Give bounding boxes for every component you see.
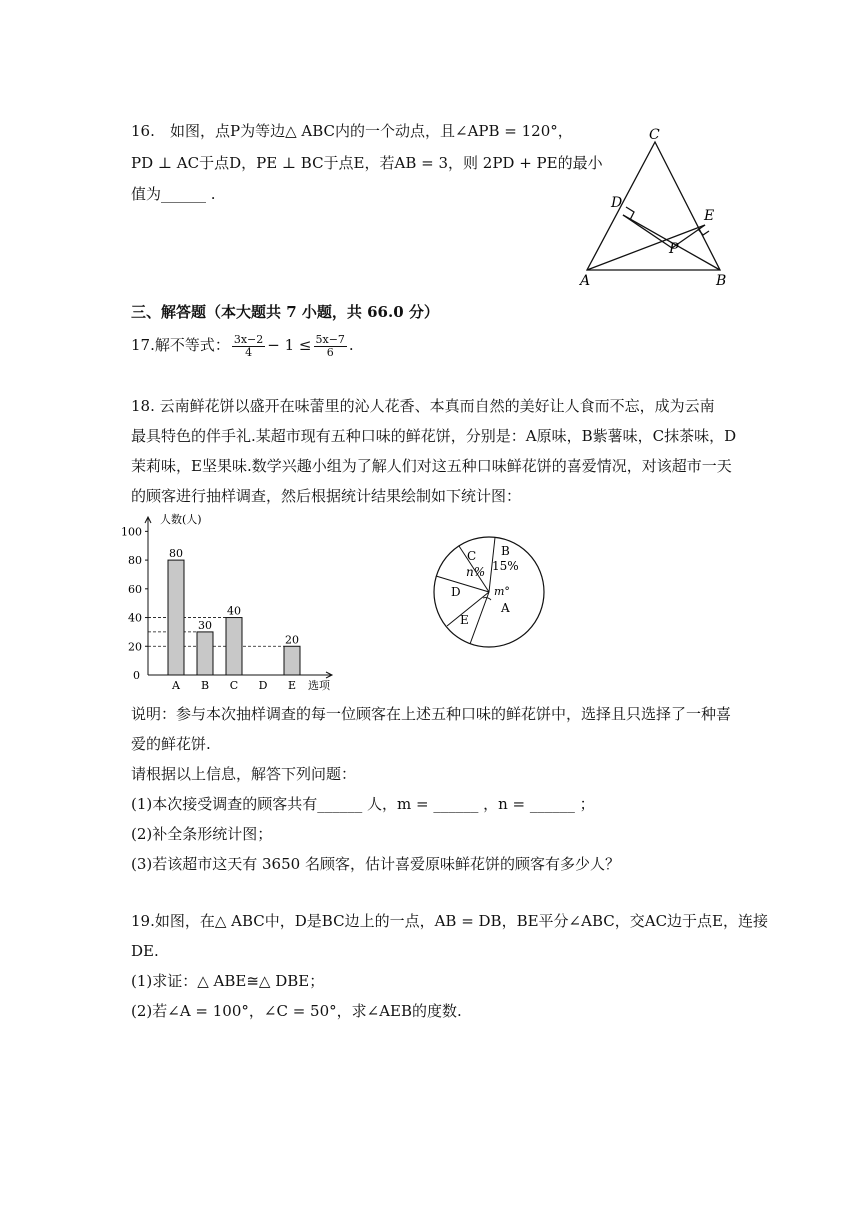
fig16-label-A: A: [580, 273, 591, 289]
q17-fraction-1: [232, 334, 265, 359]
q17-fraction-2: [314, 334, 347, 359]
q18-line4: 的顾客进行抽样调查，然后根据统计结果绘制如下统计图：: [131, 487, 522, 505]
q18-pie-chart: [425, 528, 555, 658]
q18-part3: (3)若该超市这天有 3650 名顾客，估计喜爱原味鲜花饼的顾客有多少人？: [131, 855, 620, 873]
pie-label-C: C: [467, 549, 477, 563]
q16-line2: PD ⊥ AC于点D，PE ⊥ BC于点E，若AB = 3，则 2PD + PE的最小: [131, 154, 603, 172]
pie-label-A-angle: m°: [494, 585, 510, 598]
q19-part2: (2)若∠A = 100°，∠C = 50°，求∠AEB的度数.: [131, 1002, 462, 1020]
bar-category-label: D: [258, 679, 268, 692]
pie-label-A: A: [501, 601, 510, 615]
q17-middle: − 1 ≤: [267, 336, 312, 354]
pie-label-E: E: [460, 613, 469, 627]
q17-suffix: .: [348, 336, 354, 354]
section3-heading: 三、解答题（本大题共 7 小题，共 66.0 分）: [131, 303, 439, 321]
q18-part1: (1)本次接受调查的顾客共有______ 人，m = ______ ，n = ______ ；: [131, 795, 595, 813]
bar-C: [226, 618, 242, 675]
q18-part2: (2)补全条形统计图；: [131, 825, 273, 843]
fig16-label-C: C: [649, 127, 660, 143]
q19-part1: (1)求证：△ ABE≅△ DBE；: [131, 972, 325, 990]
bar-category-label: B: [200, 679, 210, 692]
bar-E: [284, 646, 300, 675]
q17-frac1-denominator: 4: [245, 345, 253, 359]
q18-line2: 最具特色的伴手礼.某超市现有五种口味的鲜花饼，分别是：A原味，B紫薯味，C抹茶味，D: [131, 427, 737, 445]
bar-value-label: 40: [227, 604, 241, 618]
q17-frac2-denominator: 6: [326, 345, 334, 359]
pie-label-B-percent: 15%: [492, 559, 519, 573]
pie-label-B: B: [501, 544, 510, 558]
bar-x-axis-label: 选项: [308, 679, 330, 692]
bar-value-label: 20: [285, 633, 299, 647]
bar-value-label: 80: [169, 547, 183, 561]
q17-frac2-numerator: 5x−7: [315, 332, 345, 346]
bar-category-label: A: [172, 679, 180, 692]
pie-label-C-percent: n%: [466, 565, 486, 579]
bar-y-axis-label: 人数(人): [160, 513, 202, 526]
bar-B: [197, 632, 213, 675]
q17-prefix: 17.解不等式：: [131, 336, 230, 354]
fig16-label-B: B: [716, 273, 727, 289]
q18-note-line1: 说明：参与本次抽样调查的每一位顾客在上述五种口味的鲜花饼中，选择且只选择了一种喜: [131, 705, 732, 723]
q16-number: 16.: [131, 122, 155, 140]
fig16-label-D: D: [611, 195, 623, 211]
bar-y-tick-label: 0: [133, 669, 140, 682]
pie-label-D: D: [451, 585, 461, 599]
q19-line2: DE.: [131, 942, 159, 960]
q18-line3: 茉莉味，E坚果味.数学兴趣小组为了解人们对这五种口味鲜花饼的喜爱情况，对该超市一天: [131, 457, 732, 475]
bar-A: [168, 560, 184, 675]
bar-y-tick-label: 20: [128, 640, 142, 654]
q18-ask: 请根据以上信息，解答下列问题：: [131, 765, 357, 783]
bar-category-label: E: [287, 679, 297, 692]
fig16-label-P: P: [669, 241, 679, 257]
bar-category-label: C: [229, 679, 239, 692]
q16-line3: 值为______ .: [131, 185, 216, 203]
q18-line1: 18. 云南鲜花饼以盛开在味蕾里的沁人花香、本真而自然的美好让人食而不忘，成为云南: [131, 397, 715, 415]
fig16-label-E: E: [704, 208, 715, 224]
q18-note-line2: 爱的鲜花饼.: [131, 735, 211, 753]
q19-line1: 19.如图，在△ ABC中，D是BC边上的一点，AB = DB，BE平分∠ABC，交AC边于点E，连接: [131, 912, 768, 930]
q16-line1: 如图，点P为等边△ ABC内的一个动点，且∠APB = 120°，: [170, 122, 573, 140]
q17-inequality: [131, 330, 354, 360]
q16-triangle-figure: [570, 125, 740, 290]
bar-y-tick-label: 100: [121, 525, 142, 539]
q18-bar-chart: [110, 505, 350, 695]
bar-y-tick-label: 60: [128, 582, 142, 596]
bar-value-label: 30: [198, 618, 212, 632]
bar-y-tick-label: 40: [128, 611, 142, 625]
bar-y-tick-label: 80: [128, 554, 142, 568]
q17-frac1-numerator: 3x−2: [233, 332, 264, 346]
